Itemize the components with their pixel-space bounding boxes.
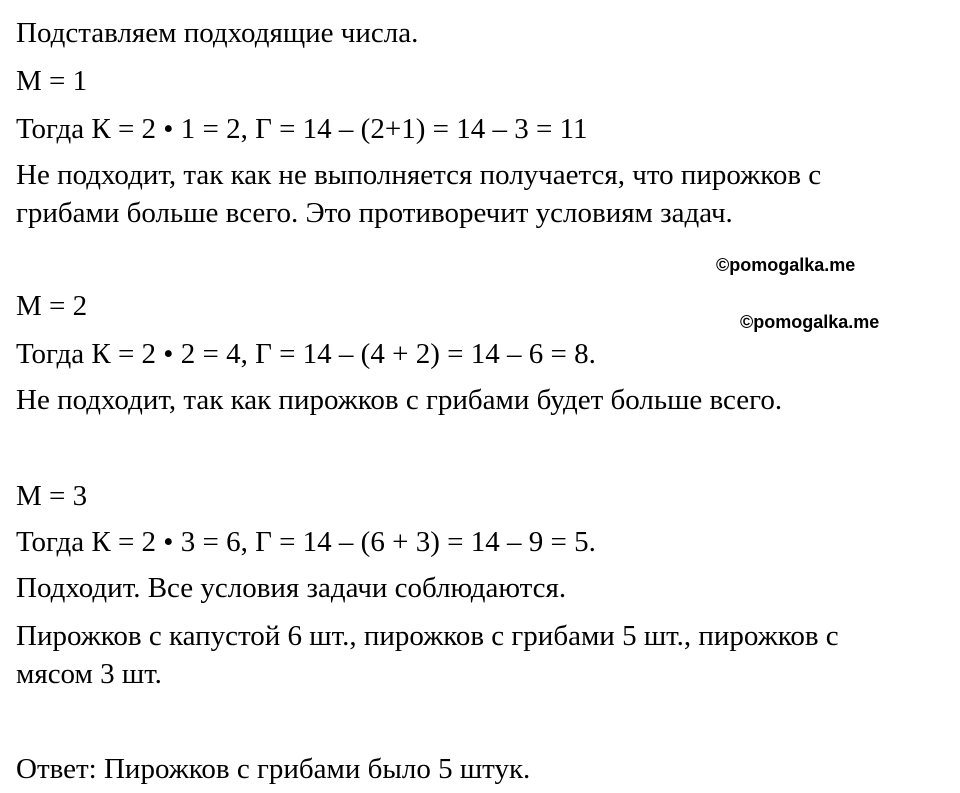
case-m1-heading: М = 1 (16, 65, 88, 97)
case-m2-conclusion: Не подходит, так как пирожков с грибами будет больше всего. (16, 384, 783, 416)
result-line2: мясом 3 шт. (16, 658, 162, 690)
case-m2-calculation: Тогда К = 2 • 2 = 4, Г = 14 – (4 + 2) = 14 – 6 = 8. (16, 338, 596, 370)
case-m3-heading: М = 3 (16, 480, 88, 512)
result-line1: Пирожков с капустой 6 шт., пирожков с грибами 5 шт., пирожков с (16, 620, 839, 652)
watermark-1: ©pomogalka.me (716, 255, 856, 275)
answer-line: Ответ: Пирожков с грибами было 5 штук. (16, 753, 531, 785)
case-m3-calculation: Тогда К = 2 • 3 = 6, Г = 14 – (6 + 3) = 14 – 9 = 5. (16, 526, 596, 558)
case-m1-conclusion-line1: Не подходит, так как не выполняется получается, что пирожков с (16, 159, 822, 191)
intro-line: Подставляем подходящие числа. (16, 17, 419, 49)
case-m1-conclusion-line2: грибами больше всего. Это противоречит условиям задач. (16, 197, 733, 229)
watermark-2: ©pomogalka.me (740, 312, 880, 332)
case-m3-conclusion: Подходит. Все условия задачи соблюдаются. (16, 572, 567, 604)
case-m2-heading: М = 2 (16, 290, 88, 322)
case-m1-calculation: Тогда К = 2 • 1 = 2, Г = 14 – (2+1) = 14 – 3 = 11 (16, 113, 588, 145)
